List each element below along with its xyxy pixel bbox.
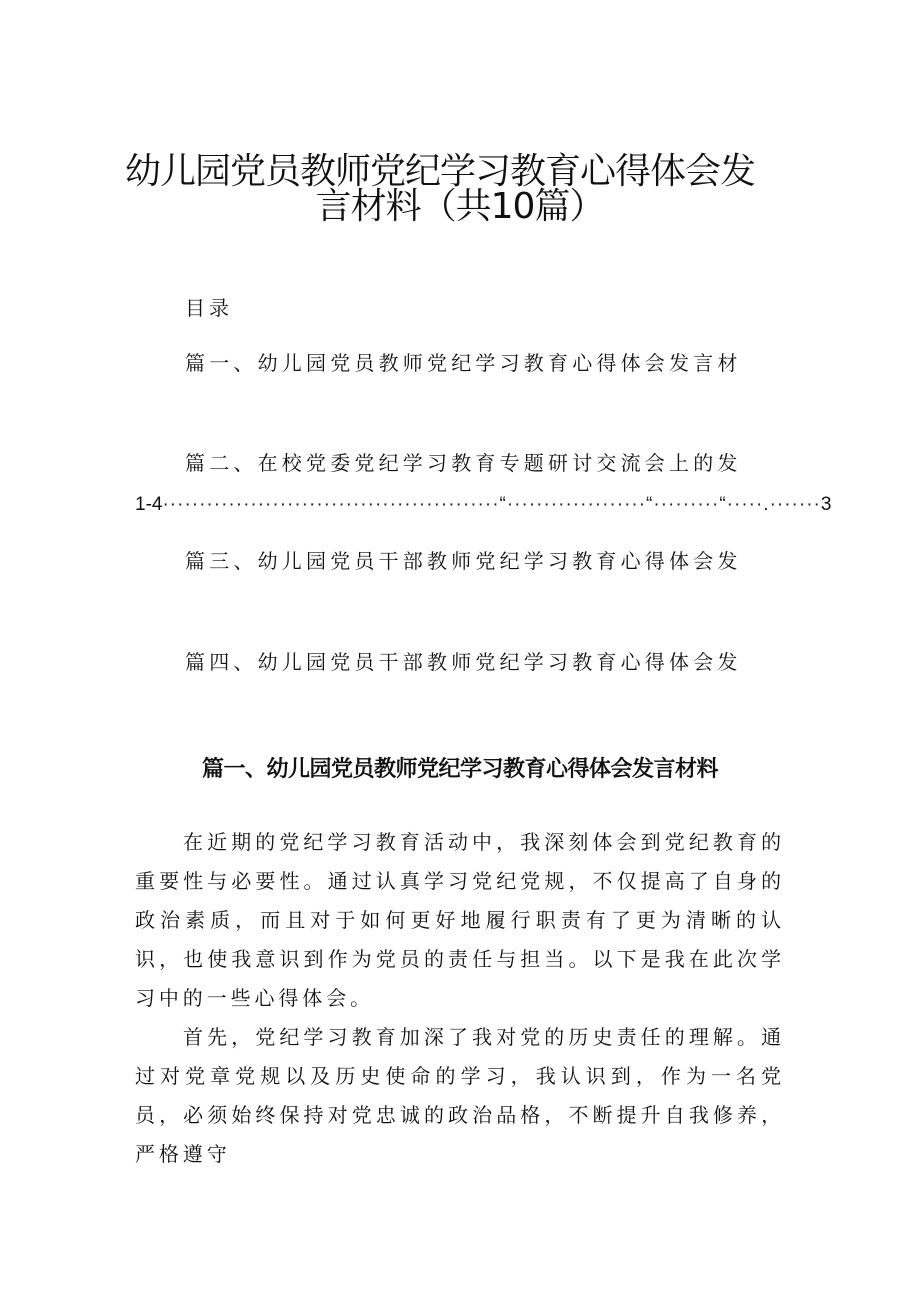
toc-leader-left-text: 1-4 [135, 494, 163, 515]
toc-item-4[interactable]: 篇四、幼儿园党员干部教师党纪学习教育心得体会发 [185, 650, 742, 674]
body-paragraph-2: 首先，党纪学习教育加深了我对党的历史责任的理解。通过对党章党规以及历史使命的学习，我认识到，作为一名党员，必须始终保持对党忠诚的政治品格，不断提升自我修养，严格遵守 [135, 1025, 785, 1166]
toc-item-3[interactable]: 篇三、幼儿园党员干部教师党纪学习教育心得体会发 [185, 549, 742, 573]
section-body [135, 823, 785, 1174]
toc-heading: 目录 [185, 296, 233, 320]
toc-leader-line [135, 494, 832, 516]
toc-leader-dots: ··············································“···················“·········“·····.······· [162, 494, 821, 515]
toc-item-2[interactable]: 篇二、在校党委党纪学习教育专题研讨交流会上的发 [185, 451, 742, 475]
section-heading: 篇一、幼儿园党员教师党纪学习教育心得体会发言材料 [201, 757, 718, 782]
toc-page-number: 3 [820, 494, 832, 515]
body-paragraph-1: 在近期的党纪学习教育活动中，我深刻体会到党纪教育的重要性与必要性。通过认真学习党纪党规，不仅提高了自身的政治素质，而且对于如何更好地履行职责有了更为清晰的认识，也使我意识到作为党员的责任与担当。以下是我在此次学习中的一些心得体会。 [135, 830, 785, 1010]
toc-item-1[interactable]: 篇一、幼儿园党员教师党纪学习教育心得体会发言材 [185, 351, 742, 375]
document-title-line-1: 幼儿园党员教师党纪学习教育心得体会发 [124, 151, 755, 192]
document-title-line-2: 言材料（共10篇） [315, 186, 605, 227]
